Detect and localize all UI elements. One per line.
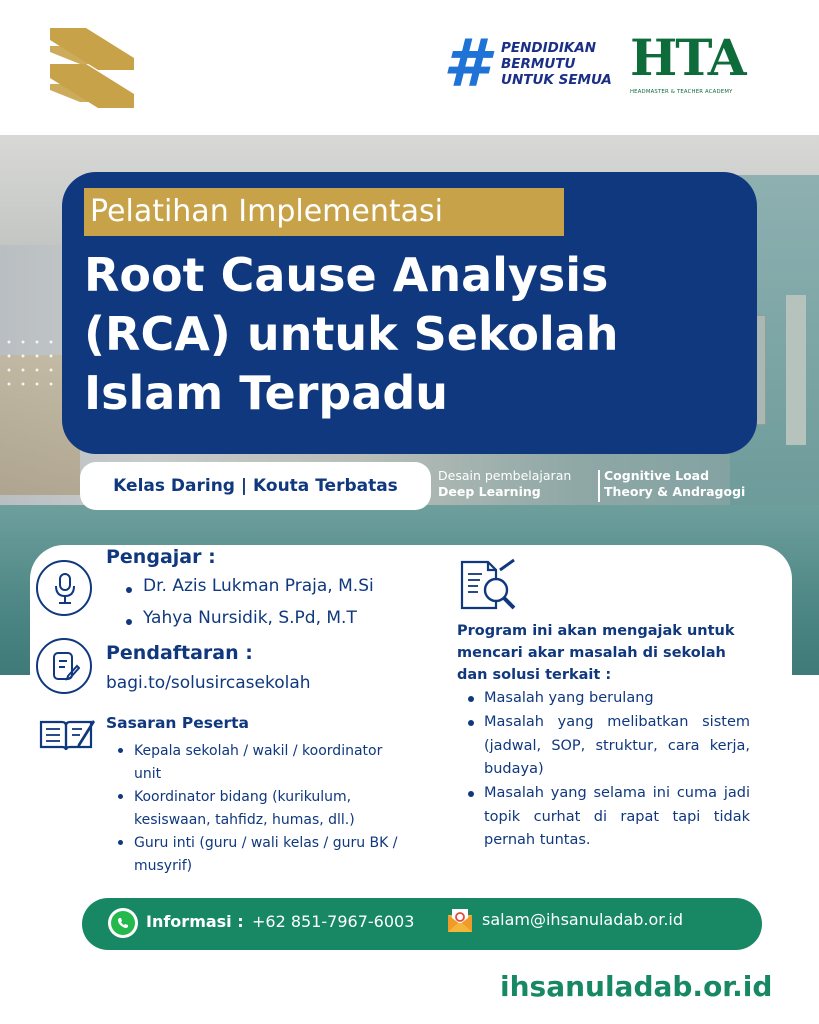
class-info-text: Kelas Daring | Kouta Terbatas <box>113 476 398 496</box>
logo-stripes-icon <box>50 28 134 108</box>
hta-logo <box>630 28 760 100</box>
book-pencil-icon <box>38 716 96 754</box>
pbsu-text: PENDIDIKAN BERMUTU UNTUK SEMUA <box>501 40 612 88</box>
door <box>786 295 806 445</box>
list-item: Guru inti (guru / wali kelas / guru BK / musyrif) <box>118 832 438 877</box>
phone-number[interactable]: +62 851-7967-6003 <box>252 912 415 931</box>
teacher-name: Dr. Azis Lukman Praja, M.Si <box>143 576 374 596</box>
list-item: Kepala sekolah / wakil / koordinator unit <box>118 740 438 785</box>
pendaftaran-heading: Pendaftaran : <box>106 642 253 664</box>
bullet <box>468 720 474 726</box>
bullet <box>126 619 132 625</box>
website-url[interactable]: ihsanuladab.or.id <box>500 970 773 1003</box>
program-intro: Program ini akan mengajak untuk mencari akar masalah di sekolah dan solusi terkait : <box>457 623 735 683</box>
title-tag <box>84 188 564 236</box>
hta-subtitle: HEADMASTER & TEACHER ACADEMY <box>630 89 733 95</box>
hta-mark: HTA <box>630 28 745 87</box>
bullet <box>468 696 474 702</box>
list-item: Masalah yang selama ini cuma jadi topik curhat di rapat tapi tidak pernah tuntas. <box>464 782 750 853</box>
title-tag-text: Pelatihan Implementasi <box>90 194 443 229</box>
bullet <box>118 794 123 799</box>
list-item: Masalah yang melibatkan sistem (jadwal, SOP, struktur, cara kerja, budaya) <box>464 711 750 782</box>
info-label: Informasi : <box>146 912 244 931</box>
pengajar-heading: Pengajar : <box>106 546 216 568</box>
class-info-pill <box>80 462 431 510</box>
list-item: Masalah yang berulang <box>464 687 750 711</box>
design-label: Desain pembelajaran Deep Learning <box>438 468 572 499</box>
registration-link[interactable]: bagi.to/solusircasekolah <box>106 673 311 693</box>
pendidikan-bermutu-logo <box>443 25 623 102</box>
page-title: Root Cause Analysis (RCA) untuk Sekolah Islam Terpadu <box>84 248 619 420</box>
bullet <box>118 840 123 845</box>
whatsapp-icon[interactable] <box>108 908 138 938</box>
bullet <box>126 587 132 593</box>
microphone-icon <box>36 560 92 616</box>
cognitive-label: Cognitive Load Theory & Andragogi <box>604 468 746 499</box>
bullet <box>468 791 474 797</box>
document-search-icon <box>458 558 520 614</box>
sasaran-heading: Sasaran Peserta <box>106 714 249 732</box>
form-icon <box>36 638 92 694</box>
email-icon <box>446 906 474 934</box>
email-address[interactable]: salam@ihsanuladab.or.id <box>482 910 684 929</box>
header <box>0 0 819 135</box>
dot-pattern <box>2 335 62 395</box>
bullet <box>118 748 123 753</box>
list-item: Koordinator bidang (kurikulum, kesiswaan, tahfidz, humas, dll.) <box>118 786 438 831</box>
hashtag-mark: # <box>443 25 489 102</box>
divider <box>598 470 600 502</box>
teacher-name: Yahya Nursidik, S.Pd, M.T <box>143 608 357 628</box>
